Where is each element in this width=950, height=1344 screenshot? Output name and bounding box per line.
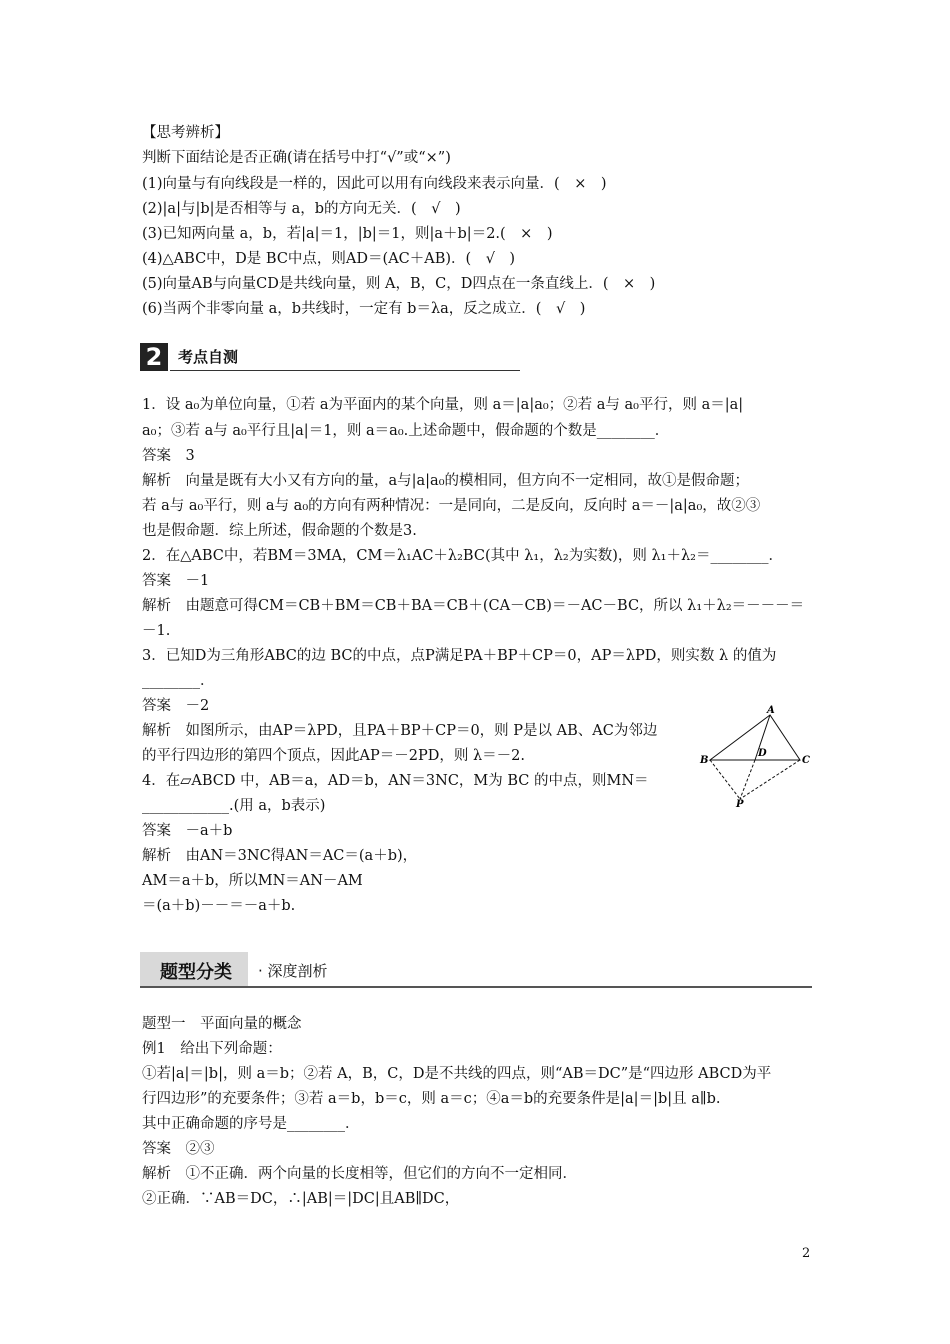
section-underline xyxy=(170,370,520,371)
text-line: 答案 －1 xyxy=(142,573,210,589)
text-line: 2．在△ABC中，若BM＝3MA，CM＝λ₁AC＋λ₂BC(其中 λ₁，λ₂为实数)，则 λ₁＋λ₂＝________． xyxy=(142,548,783,564)
section-number-badge: 2 xyxy=(140,343,168,371)
triangle-abc xyxy=(710,715,800,760)
text-line: 也是假命题．综上所述，假命题的个数是3. xyxy=(142,523,417,539)
text-line: 答案 －a＋b xyxy=(142,823,233,839)
segment-cp xyxy=(740,760,800,799)
text-line: －1. xyxy=(142,623,171,639)
section-title: 考点自测 xyxy=(178,348,239,366)
text-line: 1．设 a₀为单位向量，①若 a为平面内的某个向量，则 a＝|a|a₀；②若 a与 a₀平行，则 a＝|a| xyxy=(142,397,744,413)
text-line: 其中正确命题的序号是________． xyxy=(142,1116,360,1132)
big-section-subtitle: · 深度剖析 xyxy=(258,962,328,980)
text-line: (3)已知两向量 a，b，若|a|＝1，|b|＝1，则|a＋b|＝2.( × ) xyxy=(142,226,553,242)
text-line: 解析 由AN＝3NC得AN＝AC＝(a＋b)， xyxy=(142,848,418,864)
page-number: 2 xyxy=(802,1246,811,1261)
triangle-figure xyxy=(698,703,814,807)
text-line: 的平行四边形的第四个顶点，因此AP＝－2PD，则 λ＝－2. xyxy=(142,748,525,764)
text-line: 题型一 平面向量的概念 xyxy=(142,1016,302,1032)
text-line: ____________.(用 a，b表示) xyxy=(142,798,326,814)
text-line: 答案 －2 xyxy=(142,698,210,714)
text-line: 解析 由题意可得CM＝CB＋BM＝CB＋BA＝CB＋(CA－CB)＝－AC－BC，所以 λ₁＋λ₂＝－－－＝ xyxy=(142,598,805,614)
text-line: (1)向量与有向线段是一样的，因此可以用有向线段来表示向量．( × ) xyxy=(142,176,607,192)
text-line: (4)△ABC中，D是 BC中点，则AD＝(AC＋AB)．( √ ) xyxy=(142,251,516,267)
text-line: a₀；③若 a与 a₀平行且|a|＝1，则 a＝a₀.上述命题中，假命题的个数是________． xyxy=(142,423,670,439)
text-line: AM＝a＋b，所以MN＝AN－AM xyxy=(142,873,363,889)
text-line: ＝(a＋b)－－＝－a＋b. xyxy=(142,898,296,914)
segment-dp xyxy=(740,760,755,799)
section-heading-tixing xyxy=(140,952,812,988)
text-line: ①若|a|＝|b|，则 a＝b；②若 A，B，C，D是不共线的四点，则“AB＝DC”是“四边形 ABCD为平 xyxy=(142,1066,772,1082)
text-line: ________． xyxy=(142,673,215,689)
label-p: P xyxy=(736,799,744,807)
text-line: ②正确．∵AB＝DC，∴|AB|＝|DC|且AB∥DC， xyxy=(142,1191,460,1207)
label-a: A xyxy=(767,705,775,716)
text-line: 答案 3 xyxy=(142,448,195,464)
label-d: D xyxy=(758,748,767,759)
label-c: C xyxy=(802,755,810,766)
text-line: 【思考辨析】 xyxy=(142,125,229,141)
section-heading-kaodian xyxy=(140,343,520,371)
label-b: B xyxy=(700,755,709,766)
text-line: 3．已知D为三角形ABC的边 BC的中点，点P满足PA＋BP＋CP＝0，AP＝λPD，则实数 λ 的值为 xyxy=(142,648,777,664)
text-line: 判断下面结论是否正确(请在括号中打“√”或“×”) xyxy=(142,150,451,166)
big-section-title: 题型分类 xyxy=(160,962,232,983)
text-line: 行四边形”的充要条件；③若 a＝b，b＝c，则 a＝c；④a＝b的充要条件是|a|＝|b|且 a∥b. xyxy=(142,1091,721,1107)
text-line: 4．在▱ABCD 中，AB＝a，AD＝b，AN＝3NC，M为 BC 的中点，则MN＝ xyxy=(142,773,649,789)
text-line: (2)|a|与|b|是否相等与 a，b的方向无关．( √ ) xyxy=(142,201,461,217)
text-line: 解析 ①不正确．两个向量的长度相等，但它们的方向不一定相同． xyxy=(142,1166,577,1182)
text-line: 例1 给出下列命题： xyxy=(142,1041,282,1057)
big-section-underline xyxy=(140,986,812,988)
segment-bp xyxy=(710,760,740,799)
text-line: 解析 向量是既有大小又有方向的量，a与|a|a₀的模相同，但方向不一定相同，故①是假命题； xyxy=(142,473,750,489)
text-line: (5)向量AB与向量CD是共线向量，则 A，B，C，D四点在一条直线上．( × ) xyxy=(142,276,656,292)
text-line: 答案 ②③ xyxy=(142,1141,215,1157)
text-line: 若 a与 a₀平行，则 a与 a₀的方向有两种情况：一是同向，二是反向，反向时 a＝－|a|a₀，故②③ xyxy=(142,498,761,514)
text-line: 解析 如图所示，由AP＝λPD，且PA＋BP＋CP＝0，则 P是以 AB、AC为邻边 xyxy=(142,723,658,739)
text-line: (6)当两个非零向量 a，b共线时，一定有 b＝λa，反之成立．( √ ) xyxy=(142,301,586,317)
